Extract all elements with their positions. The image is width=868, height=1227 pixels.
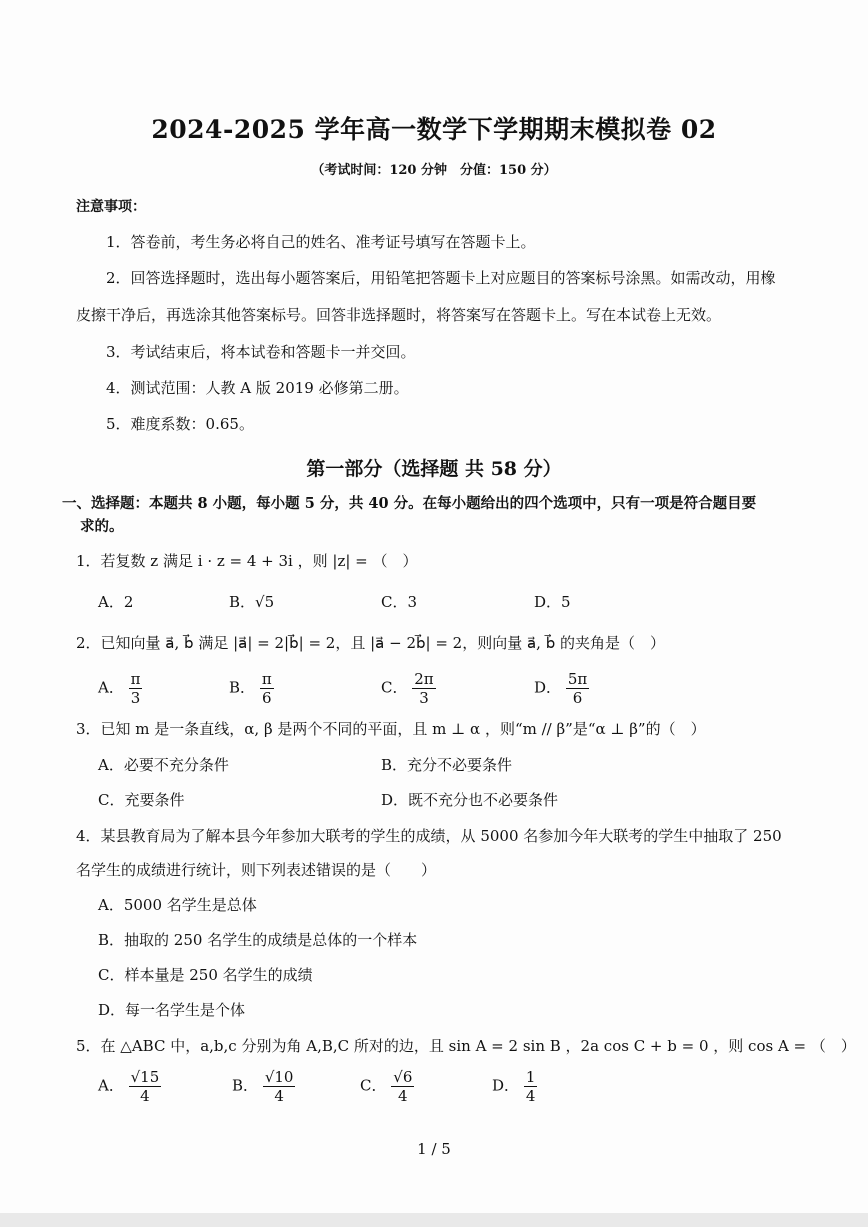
q2-option-b-fraction	[260, 670, 274, 707]
q2-option-c-letter: C．	[381, 678, 408, 697]
q1-option-b: B．√5	[229, 593, 275, 611]
q5-option-d-den: 4	[525, 1087, 536, 1105]
q2-option-a-den: 3	[130, 689, 141, 707]
q2-option-d-letter: D．	[534, 678, 562, 697]
q1-option-d: D．5	[534, 593, 571, 611]
q2-option-c	[381, 670, 436, 707]
q4-option-a: A．5000 名学生是总体	[98, 896, 257, 914]
q2-option-d-den: 6	[572, 689, 583, 707]
q5-option-b-den: 4	[274, 1087, 284, 1105]
q5-option-c	[360, 1068, 414, 1105]
q2-option-b-num: π	[261, 670, 272, 688]
notice-item-5: 5．难度系数：0.65。	[106, 415, 254, 433]
q2-option-c-num: 2π	[414, 670, 434, 688]
q4-option-c: C．样本量是 250 名学生的成绩	[98, 966, 313, 984]
part-one-title: 第一部分（选择题 共 58 分）	[306, 458, 562, 480]
q4-stem: 4．某县教育局为了解本县今年参加大联考的学生的成绩，从 5000 名参加今年大联考的学生中抽取了 250	[76, 827, 782, 845]
notice-item-3: 3．考试结束后，将本试卷和答题卡一并交回。	[106, 343, 416, 361]
q2-stem: 2．已知向量 a⃗, b⃗ 满足 |a⃗| = 2|b⃗| = 2，且 |a⃗ − 2b⃗| = 2，则向量 a⃗, b⃗ 的夹角是（ ）	[76, 634, 665, 652]
q3-stem: 3．已知 m 是一条直线，α, β 是两个不同的平面，且 m ⊥ α ，则“m // β”是“α ⊥ β”的（ ）	[76, 720, 706, 738]
q5-option-b-letter: B．	[232, 1076, 259, 1095]
q2-option-b-den: 6	[261, 689, 272, 707]
q3-option-a: A．必要不充分条件	[98, 756, 229, 774]
q3-option-d: D．既不充分也不必要条件	[381, 791, 559, 809]
q2-option-a	[98, 670, 142, 707]
q5-option-d	[492, 1068, 537, 1105]
q2-option-c-den: 3	[419, 689, 429, 707]
q4-stem-cont: 名学生的成绩进行统计，则下列表述错误的是（ ）	[76, 861, 437, 879]
q5-option-c-letter: C．	[360, 1076, 387, 1095]
notice-heading: 注意事项：	[76, 199, 146, 215]
q4-option-d: D．每一名学生是个体	[98, 1001, 246, 1019]
q5-option-a-fraction	[129, 1068, 162, 1105]
q2-option-c-fraction	[412, 670, 435, 707]
q3-option-c: C．充要条件	[98, 791, 185, 809]
q1-option-a: A．2	[98, 593, 134, 611]
q5-option-d-fraction	[524, 1068, 538, 1105]
page-number: 1 / 5	[417, 1140, 451, 1158]
q1-stem: 1．若复数 z 满足 i · z = 4 + 3i ，则 |z| = （ ）	[76, 552, 418, 570]
q2-option-b-letter: B．	[229, 678, 256, 697]
q5-option-a-num: √15	[130, 1068, 160, 1086]
notice-item-4: 4．测试范围：人教 A 版 2019 必修第二册。	[106, 379, 409, 397]
q2-option-a-num: π	[130, 670, 141, 688]
q2-option-d-fraction	[566, 670, 589, 707]
q5-option-c-den: 4	[398, 1087, 408, 1105]
notice-item-2: 2．回答选择题时，选出每小题答案后，用铅笔把答题卡上对应题目的答案标号涂黑。如需改动，用橡	[106, 269, 776, 287]
q2-option-a-fraction	[129, 670, 143, 707]
q5-option-c-num: √6	[393, 1068, 413, 1086]
q5-option-a-letter: A．	[98, 1076, 124, 1095]
q5-stem: 5．在 △ABC 中，a,b,c 分别为角 A,B,C 所对的边，且 sin A = 2 sin B ，2a cos C + b = 0 ，则 cos A = （ ）	[76, 1037, 856, 1055]
q5-option-d-letter: D．	[492, 1076, 520, 1095]
exam-title: 2024-2025 学年高一数学下学期期末模拟卷 02	[151, 115, 717, 144]
q2-option-a-letter: A．	[98, 678, 124, 697]
q5-option-c-fraction	[391, 1068, 414, 1105]
q5-option-a	[98, 1068, 161, 1105]
q3-option-b: B．充分不必要条件	[381, 756, 513, 774]
notice-item-2-cont: 皮擦干净后，再选涂其他答案标号。回答非选择题时，将答案写在答题卡上。写在本试卷上无效。	[76, 306, 722, 324]
q5-option-b	[232, 1068, 295, 1105]
q5-option-b-num: √10	[264, 1068, 294, 1086]
q2-option-b	[229, 670, 274, 707]
page-bottom-edge	[0, 1213, 868, 1227]
exam-subtitle: （考试时间：120 分钟 分值：150 分）	[311, 163, 557, 178]
section-instruction: 一、选择题：本题共 8 小题，每小题 5 分，共 40 分。在每小题给出的四个选项中，只有一项是符合题目要	[62, 495, 757, 512]
q5-option-a-den: 4	[140, 1087, 150, 1105]
q2-option-d-num: 5π	[567, 670, 588, 688]
q5-option-b-fraction	[263, 1068, 296, 1105]
section-instruction-cont: 求的。	[80, 518, 124, 535]
notice-item-1: 1．答卷前，考生务必将自己的姓名、准考证号填写在答题卡上。	[106, 233, 536, 251]
q5-option-d-num: 1	[525, 1068, 536, 1086]
q2-option-d	[534, 670, 589, 707]
q4-option-b: B．抽取的 250 名学生的成绩是总体的一个样本	[98, 931, 418, 949]
q1-option-c: C．3	[381, 593, 418, 611]
